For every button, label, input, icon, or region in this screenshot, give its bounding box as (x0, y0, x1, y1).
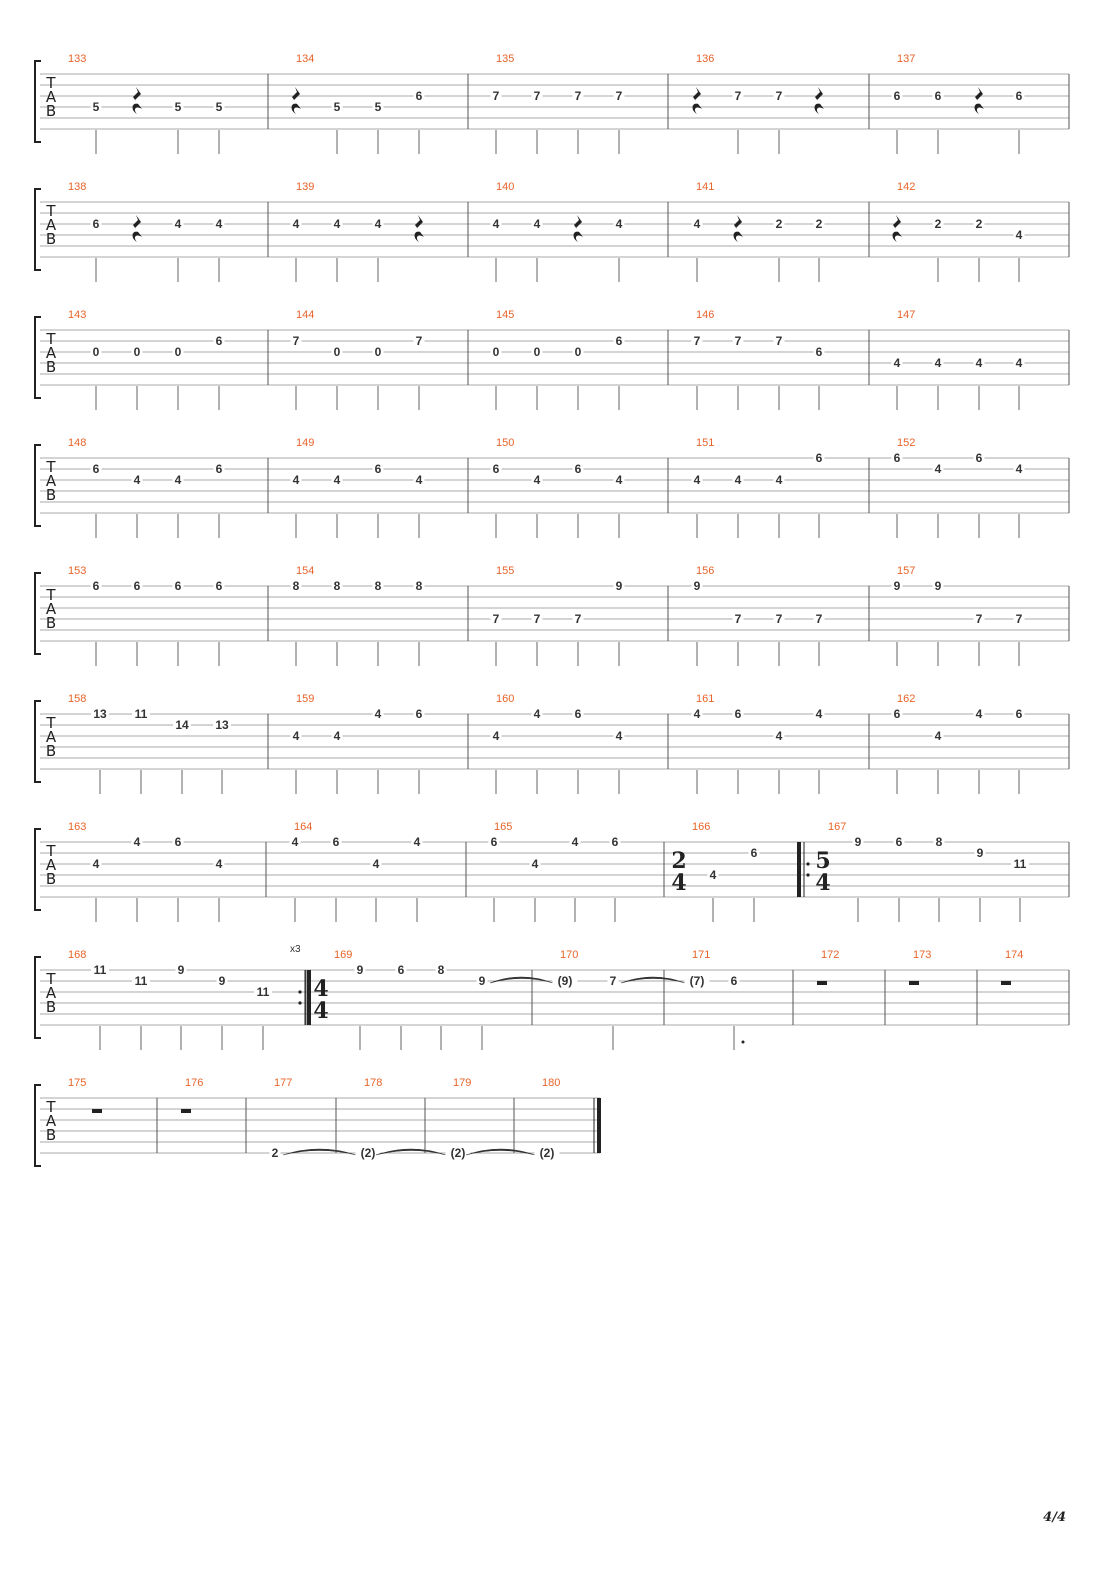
measure-number: 134 (296, 53, 315, 65)
tab-letter-t: T (46, 586, 56, 604)
fret-number: 6 (490, 835, 498, 849)
measure-number: 177 (274, 1077, 293, 1089)
measure-number: 140 (496, 181, 515, 193)
measure-number: 135 (496, 53, 515, 65)
time-signature-bottom: 4 (671, 870, 687, 896)
fret-number: 7 (492, 612, 500, 626)
fret-number: 6 (332, 835, 340, 849)
quarter-rest-icon (133, 215, 142, 242)
fret-number: 2 (975, 217, 983, 231)
tab-letter-a: A (45, 984, 57, 1002)
fret-number: 6 (215, 334, 223, 348)
measure-number: 162 (897, 693, 916, 705)
tab-letter-b: B (45, 998, 57, 1016)
fret-number: 6 (574, 462, 582, 476)
fret-number: 4 (374, 217, 382, 231)
fret-number: 9 (976, 846, 984, 860)
tab-letter-b: B (45, 102, 57, 120)
fret-number: 7 (492, 89, 500, 103)
fret-number: 6 (1015, 707, 1023, 721)
system-bracket (35, 573, 41, 654)
fret-number: 6 (934, 89, 942, 103)
final-thick-bar (597, 1098, 601, 1153)
fret-number: 6 (215, 462, 223, 476)
time-signature-bottom: 4 (815, 870, 831, 896)
measure-number: 146 (696, 309, 715, 321)
fret-number: 8 (415, 579, 423, 593)
fret-number: 4 (615, 729, 623, 743)
fret-number: 8 (292, 579, 300, 593)
fret-number: 4 (709, 868, 717, 882)
fret-number: 8 (437, 963, 445, 977)
tab-letter-t: T (46, 202, 56, 220)
fret-number: 9 (356, 963, 364, 977)
fret-number: 11 (1013, 857, 1027, 871)
repeat-dot (298, 990, 301, 993)
fret-number: 7 (775, 612, 783, 626)
tie-arc (376, 1149, 446, 1155)
system-bracket (35, 61, 41, 142)
system-bracket (35, 829, 41, 910)
fret-number: 6 (611, 835, 619, 849)
fret-number: 4 (693, 707, 701, 721)
fret-number: 7 (574, 612, 582, 626)
quarter-rest-icon (893, 215, 902, 242)
measure-number: 152 (897, 437, 916, 449)
fret-number: 6 (415, 707, 423, 721)
measure-number: 174 (1005, 949, 1024, 961)
measure-number: 149 (296, 437, 315, 449)
measure-number: 166 (692, 821, 711, 833)
tie-arc (283, 1149, 356, 1155)
fret-number: 6 (574, 707, 582, 721)
tie-arc (490, 977, 553, 983)
tab-letter-a: A (45, 216, 57, 234)
measure-number: 139 (296, 181, 315, 193)
fret-number: 7 (734, 612, 742, 626)
fret-number: (2) (360, 1146, 376, 1160)
repeat-dot (298, 1001, 301, 1004)
fret-number: 7 (693, 334, 701, 348)
fret-number: 11 (256, 985, 270, 999)
quarter-rest-icon (574, 215, 583, 242)
fret-number: 6 (893, 707, 901, 721)
tab-letter-b: B (45, 614, 57, 632)
fret-number: 0 (574, 345, 582, 359)
fret-number: 11 (134, 974, 148, 988)
fret-number: 8 (935, 835, 943, 849)
fret-number: 4 (893, 356, 901, 370)
measure-number: 156 (696, 565, 715, 577)
system-bracket (35, 957, 41, 1038)
quarter-rest-icon (975, 87, 984, 114)
fret-number: (9) (557, 974, 573, 988)
tab-letter-b: B (45, 486, 57, 504)
fret-number: 4 (413, 835, 421, 849)
system-bracket (35, 1085, 41, 1166)
measure-number: 169 (334, 949, 353, 961)
tab-letter-b: B (45, 870, 57, 888)
fret-number: 6 (92, 579, 100, 593)
fret-number: 4 (291, 835, 299, 849)
fret-number: 7 (734, 334, 742, 348)
fret-number: 6 (895, 835, 903, 849)
fret-number: 4 (533, 217, 541, 231)
quarter-rest-icon (415, 215, 424, 242)
fret-number: 7 (292, 334, 300, 348)
fret-number: 9 (693, 579, 701, 593)
tab-letter-t: T (46, 714, 56, 732)
fret-number: 7 (533, 89, 541, 103)
measure-number: 163 (68, 821, 87, 833)
fret-number: 9 (218, 974, 226, 988)
fret-number: 4 (292, 729, 300, 743)
tab-letter-a: A (45, 88, 57, 106)
measure-number: 167 (828, 821, 847, 833)
fret-number: 4 (374, 707, 382, 721)
fret-number: 7 (775, 334, 783, 348)
fret-number: 4 (1015, 462, 1023, 476)
fret-number: 7 (775, 89, 783, 103)
fret-number: 6 (975, 451, 983, 465)
fret-number: 4 (975, 356, 983, 370)
half-rest-icon (909, 981, 919, 985)
fret-number: 5 (374, 100, 382, 114)
fret-number: 6 (815, 345, 823, 359)
measure-number: 179 (453, 1077, 472, 1089)
repeat-dot (806, 862, 809, 865)
fret-number: 11 (93, 963, 107, 977)
measure-number: 144 (296, 309, 315, 321)
fret-number: 4 (215, 217, 223, 231)
measure-number: 150 (496, 437, 515, 449)
measure-number: 138 (68, 181, 87, 193)
measure-number: 164 (294, 821, 313, 833)
fret-number: 6 (734, 707, 742, 721)
fret-number: 5 (174, 100, 182, 114)
measure-number: 180 (542, 1077, 561, 1089)
measure-number: 143 (68, 309, 87, 321)
fret-number: 4 (292, 473, 300, 487)
tab-letter-t: T (46, 330, 56, 348)
fret-number: 8 (333, 579, 341, 593)
tab-letter-a: A (45, 1112, 57, 1130)
fret-number: 4 (92, 857, 100, 871)
fret-number: 4 (734, 473, 742, 487)
fret-number: 2 (775, 217, 783, 231)
fret-number: 7 (734, 89, 742, 103)
measure-number: 141 (696, 181, 715, 193)
fret-number: 11 (134, 707, 148, 721)
fret-number: 2 (271, 1146, 279, 1160)
measure-number: 160 (496, 693, 515, 705)
measure-number: 133 (68, 53, 87, 65)
fret-number: (7) (689, 974, 705, 988)
tab-letter-b: B (45, 742, 57, 760)
fret-number: 7 (815, 612, 823, 626)
fret-number: 6 (133, 579, 141, 593)
fret-number: 4 (934, 462, 942, 476)
fret-number: 4 (133, 473, 141, 487)
fret-number: 7 (615, 89, 623, 103)
fret-number: 6 (92, 462, 100, 476)
half-rest-icon (92, 1109, 102, 1113)
measure-number: 173 (913, 949, 932, 961)
fret-number: 7 (533, 612, 541, 626)
fret-number: 8 (374, 579, 382, 593)
fret-number: 6 (893, 89, 901, 103)
fret-number: (2) (450, 1146, 466, 1160)
fret-number: 4 (174, 473, 182, 487)
tab-letter-t: T (46, 74, 56, 92)
fret-number: 4 (1015, 356, 1023, 370)
fret-number: 6 (492, 462, 500, 476)
fret-number: 4 (533, 707, 541, 721)
tab-letter-b: B (45, 230, 57, 248)
tab-letter-b: B (45, 1126, 57, 1144)
repeat-start-thick-bar (797, 842, 801, 897)
time-signature-bottom: 4 (313, 998, 329, 1024)
measure-number: 147 (897, 309, 916, 321)
measure-number: 176 (185, 1077, 204, 1089)
fret-number: 13 (215, 718, 229, 732)
fret-number: 4 (492, 217, 500, 231)
fret-number: 6 (893, 451, 901, 465)
quarter-rest-icon (133, 87, 142, 114)
system-bracket (35, 701, 41, 782)
measure-number: 175 (68, 1077, 87, 1089)
fret-number: 6 (174, 835, 182, 849)
measure-number: 171 (692, 949, 711, 961)
fret-number: 4 (292, 217, 300, 231)
fret-number: 5 (333, 100, 341, 114)
fret-number: 2 (815, 217, 823, 231)
fret-number: 6 (730, 974, 738, 988)
fret-number: 0 (333, 345, 341, 359)
quarter-rest-icon (815, 87, 824, 114)
fret-number: 6 (215, 579, 223, 593)
fret-number: 9 (615, 579, 623, 593)
fret-number: 0 (533, 345, 541, 359)
measure-number: 168 (68, 949, 87, 961)
fret-number: 9 (893, 579, 901, 593)
fret-number: 7 (574, 89, 582, 103)
measure-number: 155 (496, 565, 515, 577)
measure-number: 165 (494, 821, 513, 833)
system-bracket (35, 445, 41, 526)
fret-number: 7 (1015, 612, 1023, 626)
tab-letter-a: A (45, 344, 57, 362)
tab-letter-a: A (45, 728, 57, 746)
fret-number: 7 (609, 974, 617, 988)
fret-number: 4 (372, 857, 380, 871)
fret-number: 4 (571, 835, 579, 849)
dot-icon (742, 1041, 745, 1044)
fret-number: 0 (492, 345, 500, 359)
fret-number: 4 (1015, 228, 1023, 242)
measure-number: 157 (897, 565, 916, 577)
fret-number: 0 (174, 345, 182, 359)
fret-number: 0 (92, 345, 100, 359)
fret-number: 4 (415, 473, 423, 487)
measure-number: 153 (68, 565, 87, 577)
measure-number: 136 (696, 53, 715, 65)
tab-letter-b: B (45, 358, 57, 376)
time-signature-top: 4 (313, 976, 329, 1002)
measure-number: 151 (696, 437, 715, 449)
half-rest-icon (1001, 981, 1011, 985)
fret-number: 4 (333, 473, 341, 487)
fret-number: 5 (92, 100, 100, 114)
repeat-dot (806, 873, 809, 876)
fret-number: 4 (133, 835, 141, 849)
fret-number: 5 (215, 100, 223, 114)
repeat-end-thick-bar (307, 970, 311, 1025)
quarter-rest-icon (292, 87, 301, 114)
measure-number: 159 (296, 693, 315, 705)
time-signature-top: 5 (815, 848, 831, 874)
measure-number: 161 (696, 693, 715, 705)
page-number: 4/4 (1043, 1510, 1066, 1525)
fret-number: 4 (693, 217, 701, 231)
fret-number: 6 (615, 334, 623, 348)
tab-letter-t: T (46, 458, 56, 476)
fret-number: 6 (815, 451, 823, 465)
measure-number: 158 (68, 693, 87, 705)
fret-number: 6 (374, 462, 382, 476)
fret-number: 4 (815, 707, 823, 721)
fret-number: 6 (415, 89, 423, 103)
fret-number: 4 (775, 473, 783, 487)
fret-number: 6 (397, 963, 405, 977)
fret-number: 4 (975, 707, 983, 721)
fret-number: 9 (854, 835, 862, 849)
fret-number: 2 (934, 217, 942, 231)
measure-number: 154 (296, 565, 315, 577)
half-rest-icon (817, 981, 827, 985)
fret-number: 4 (492, 729, 500, 743)
tie-arc (621, 977, 685, 983)
fret-number: 6 (92, 217, 100, 231)
fret-number: 6 (1015, 89, 1023, 103)
fret-number: 0 (133, 345, 141, 359)
measure-number: 178 (364, 1077, 383, 1089)
measure-number: 170 (560, 949, 579, 961)
tab-letter-a: A (45, 600, 57, 618)
fret-number: 4 (333, 729, 341, 743)
fret-number: 4 (693, 473, 701, 487)
fret-number: 4 (333, 217, 341, 231)
fret-number: 6 (174, 579, 182, 593)
fret-number: 14 (175, 718, 189, 732)
fret-number: 4 (615, 473, 623, 487)
fret-number: 4 (533, 473, 541, 487)
fret-number: (2) (539, 1146, 555, 1160)
fret-number: 7 (975, 612, 983, 626)
fret-number: 4 (215, 857, 223, 871)
tab-letter-t: T (46, 1098, 56, 1116)
system-bracket (35, 189, 41, 270)
tab-letter-t: T (46, 970, 56, 988)
repeat-count: x3 (290, 944, 301, 955)
quarter-rest-icon (734, 215, 743, 242)
measure-number: 148 (68, 437, 87, 449)
system-bracket (35, 317, 41, 398)
tie-arc (466, 1149, 535, 1155)
fret-number: 4 (615, 217, 623, 231)
fret-number: 7 (415, 334, 423, 348)
fret-number: 4 (934, 729, 942, 743)
fret-number: 9 (478, 974, 486, 988)
fret-number: 13 (93, 707, 107, 721)
measure-number: 137 (897, 53, 916, 65)
measure-number: 145 (496, 309, 515, 321)
measure-number: 142 (897, 181, 916, 193)
fret-number: 9 (934, 579, 942, 593)
fret-number: 6 (750, 846, 758, 860)
fret-number: 0 (374, 345, 382, 359)
fret-number: 4 (174, 217, 182, 231)
fret-number: 4 (775, 729, 783, 743)
tab-letter-a: A (45, 472, 57, 490)
fret-number: 9 (177, 963, 185, 977)
half-rest-icon (181, 1109, 191, 1113)
fret-number: 4 (531, 857, 539, 871)
tab-letter-a: A (45, 856, 57, 874)
quarter-rest-icon (693, 87, 702, 114)
fret-number: 4 (934, 356, 942, 370)
time-signature-top: 2 (671, 848, 687, 874)
measure-number: 172 (821, 949, 840, 961)
tab-letter-t: T (46, 842, 56, 860)
